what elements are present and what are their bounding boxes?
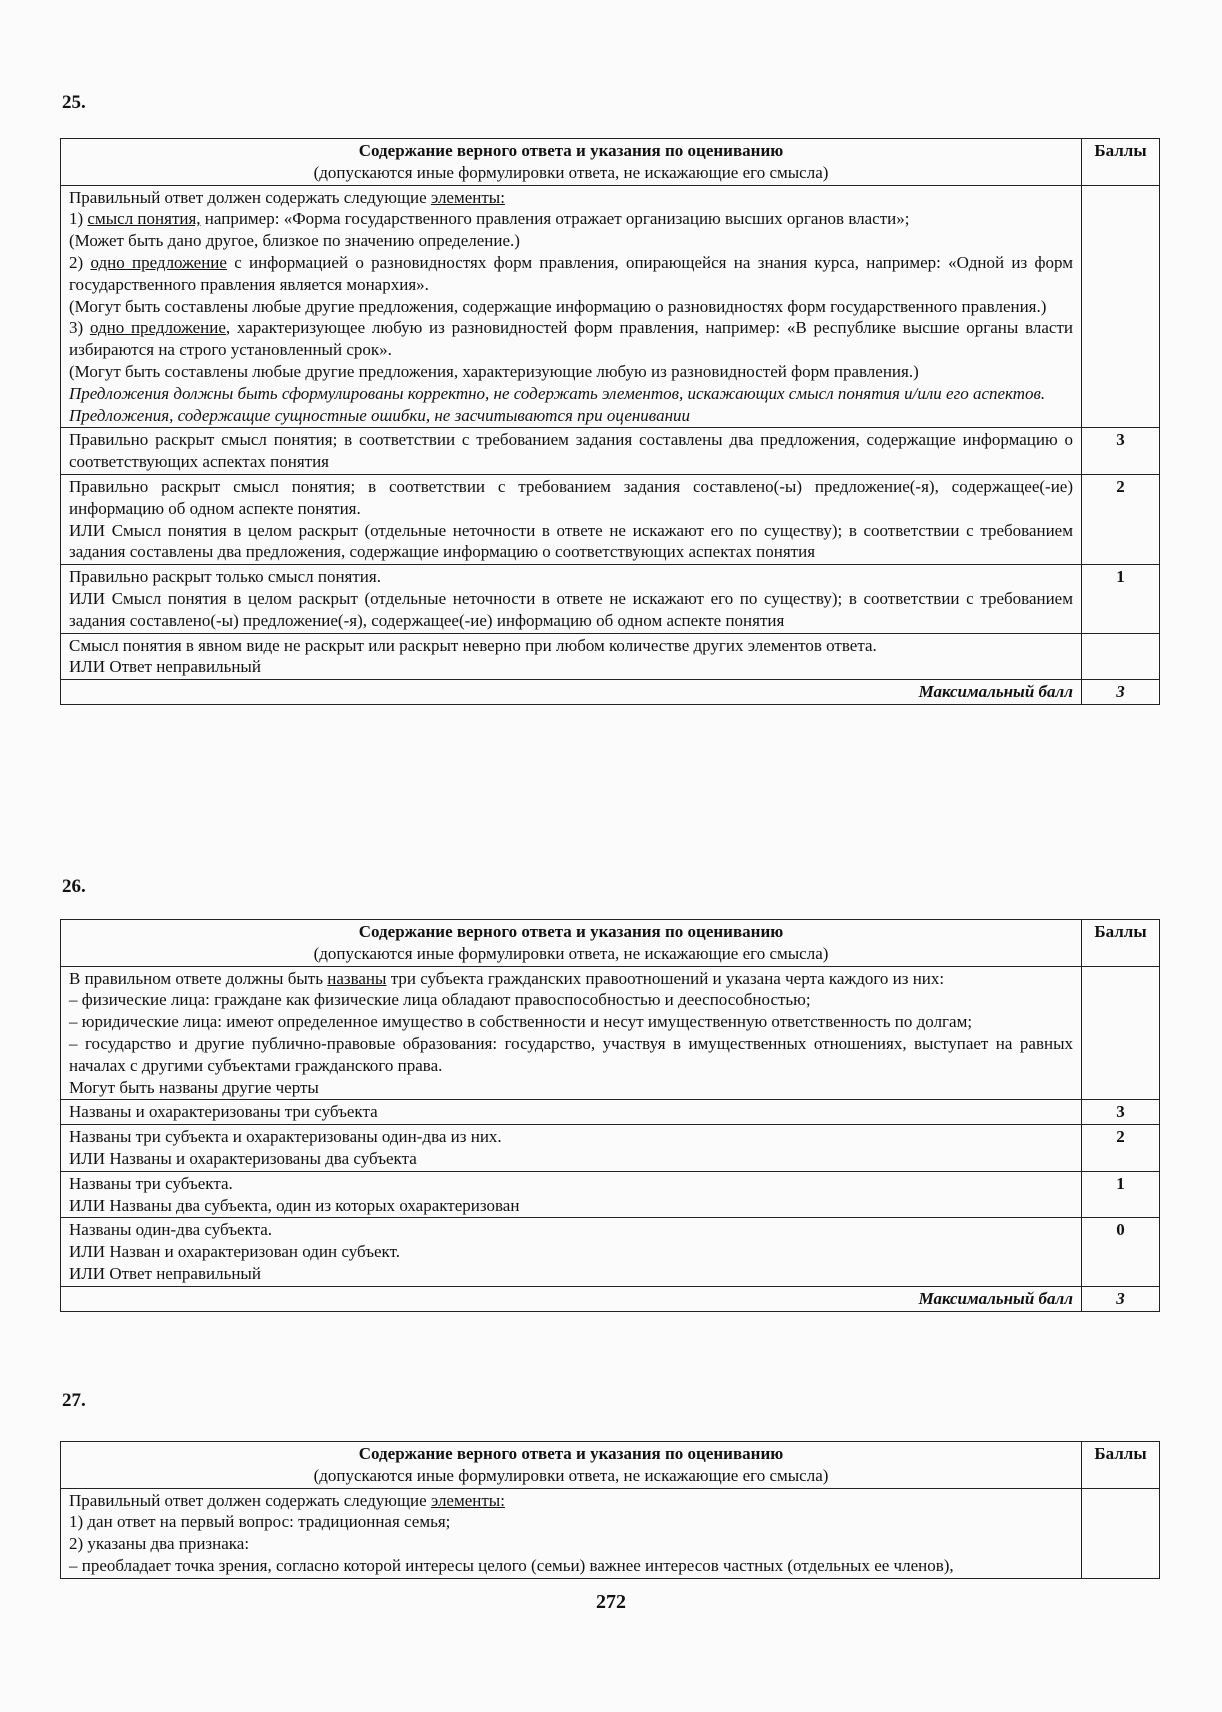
header-cell bbox=[61, 920, 1082, 967]
header-subtitle: (допускаются иные формулировки ответа, не искажающие его смысла) bbox=[313, 1465, 829, 1485]
task-number: 25. bbox=[62, 92, 86, 113]
answer-content: Правильный ответ должен содержать следующие элементы: 1) дан ответ на первый вопрос: традиционная семья; 2) указаны два признака: – преобладает точка зрения, согласно которой интересы целого (семьи) важнее интересов частных (отдельных ее членов), bbox=[61, 1488, 1082, 1578]
page-number: 272 bbox=[596, 1591, 626, 1613]
task-number: 27. bbox=[62, 1390, 86, 1411]
max-score-label: Максимальный балл bbox=[61, 680, 1082, 705]
answer-content: Правильный ответ должен содержать следующие элементы: 1) смысл понятия, например: «Форма государственного правления отражает организацию высших органов власти»; (Может быть дано другое, близкое по значению определение.) 2) одно предложение с информацией о разновидностях форм правления, опирающейся на знания курса, например: «Одной из форм государственного правления является монархия». (Могут быть составлены любые другие предложения, содержащие информацию о разновидностях форм государственного правления.) 3) одно предложение, характеризующее любую из разновидностей форм правления, например: «В республике высшие органы власти избираются на строго установленный срок». (Могут быть составлены любые другие предложения, характеризующие любую из разновидностей форм правления.) Предложения должны быть сформулированы корректно, не содержать элементов, искажающих смысл понятия и/или его аспектов. Предложения, содержащие сущностные ошибки, не засчитываются при оценивании bbox=[61, 185, 1082, 428]
criterion-row: Названы три субъекта. ИЛИ Названы два субъекта, один из которых охарактеризован 1 bbox=[61, 1171, 1160, 1218]
criterion-row: Правильно раскрыт смысл понятия; в соответствии с требованием задания составлены два предложения, содержащие информацию о соответствующих аспектах понятия 3 bbox=[61, 428, 1160, 475]
max-score-row bbox=[61, 1286, 1160, 1311]
answer-table-26 bbox=[60, 919, 1160, 1312]
header-subtitle: (допускаются иные формулировки ответа, не искажающие его смысла) bbox=[313, 943, 829, 963]
answer-table-27 bbox=[60, 1441, 1160, 1579]
criterion-row: Правильно раскрыт только смысл понятия. ИЛИ Смысл понятия в целом раскрыт (отдельные неточности в ответе не искажают его по существу); в соответствии с требованием задания составлено(-ы) предложение(-я), содержащее(-ие) информацию об одном аспекте понятия 1 bbox=[61, 565, 1160, 633]
max-score-value: 3 bbox=[1082, 1286, 1160, 1311]
criterion-row: Правильно раскрыт смысл понятия; в соответствии с требованием задания составлено(-ы) предложение(-я), содержащее(-ие) информацию об одном аспекте понятия. ИЛИ Смысл понятия в целом раскрыт (отдельные неточности в ответе не искажают его по существу); в соответствии с требованием задания составлены два предложения, содержащие информацию о соответствующих аспектах понятия 2 bbox=[61, 474, 1160, 564]
answer-content: В правильном ответе должны быть названы три субъекта гражданских правоотношений и указана черта каждого из них: – физические лица: граждане как физические лица обладают правоспособностью и дееспособностью; – юридические лица: имеют определенное имущество в собственности и несут имущественную ответственность по долгам; – государство и другие публично-правовые образования: государство, участвуя в имущественных отношениях, выступает на равных началах с другими субъектами гражданского права. Могут быть названы другие черты bbox=[61, 966, 1082, 1100]
answer-table-25 bbox=[60, 138, 1160, 705]
header-title: Содержание верного ответа и указания по оцениванию bbox=[358, 141, 784, 160]
score-header: Баллы bbox=[1082, 139, 1160, 186]
criterion-row: Названы один-два субъекта. ИЛИ Назван и охарактеризован один субъект. ИЛИ Ответ неправильный 0 bbox=[61, 1218, 1160, 1286]
max-score-value: 3 bbox=[1082, 680, 1160, 705]
header-cell bbox=[61, 139, 1082, 186]
header-subtitle: (допускаются иные формулировки ответа, не искажающие его смысла) bbox=[313, 162, 829, 182]
max-score-row bbox=[61, 680, 1160, 705]
criterion-row: Названы и охарактеризованы три субъекта 3 bbox=[61, 1100, 1160, 1125]
header-title: Содержание верного ответа и указания по оцениванию bbox=[358, 922, 784, 941]
score-header: Баллы bbox=[1082, 920, 1160, 967]
header-cell bbox=[61, 1442, 1082, 1489]
score-header: Баллы bbox=[1082, 1442, 1160, 1489]
criterion-row: Смысл понятия в явном виде не раскрыт или раскрыт неверно при любом количестве других элементов ответа. ИЛИ Ответ неправильный bbox=[61, 633, 1160, 680]
header-title: Содержание верного ответа и указания по оцениванию bbox=[358, 1444, 784, 1463]
task-number: 26. bbox=[62, 876, 86, 897]
criterion-row: Названы три субъекта и охарактеризованы один-два из них. ИЛИ Названы и охарактеризованы два субъекта 2 bbox=[61, 1125, 1160, 1172]
max-score-label: Максимальный балл bbox=[61, 1286, 1082, 1311]
